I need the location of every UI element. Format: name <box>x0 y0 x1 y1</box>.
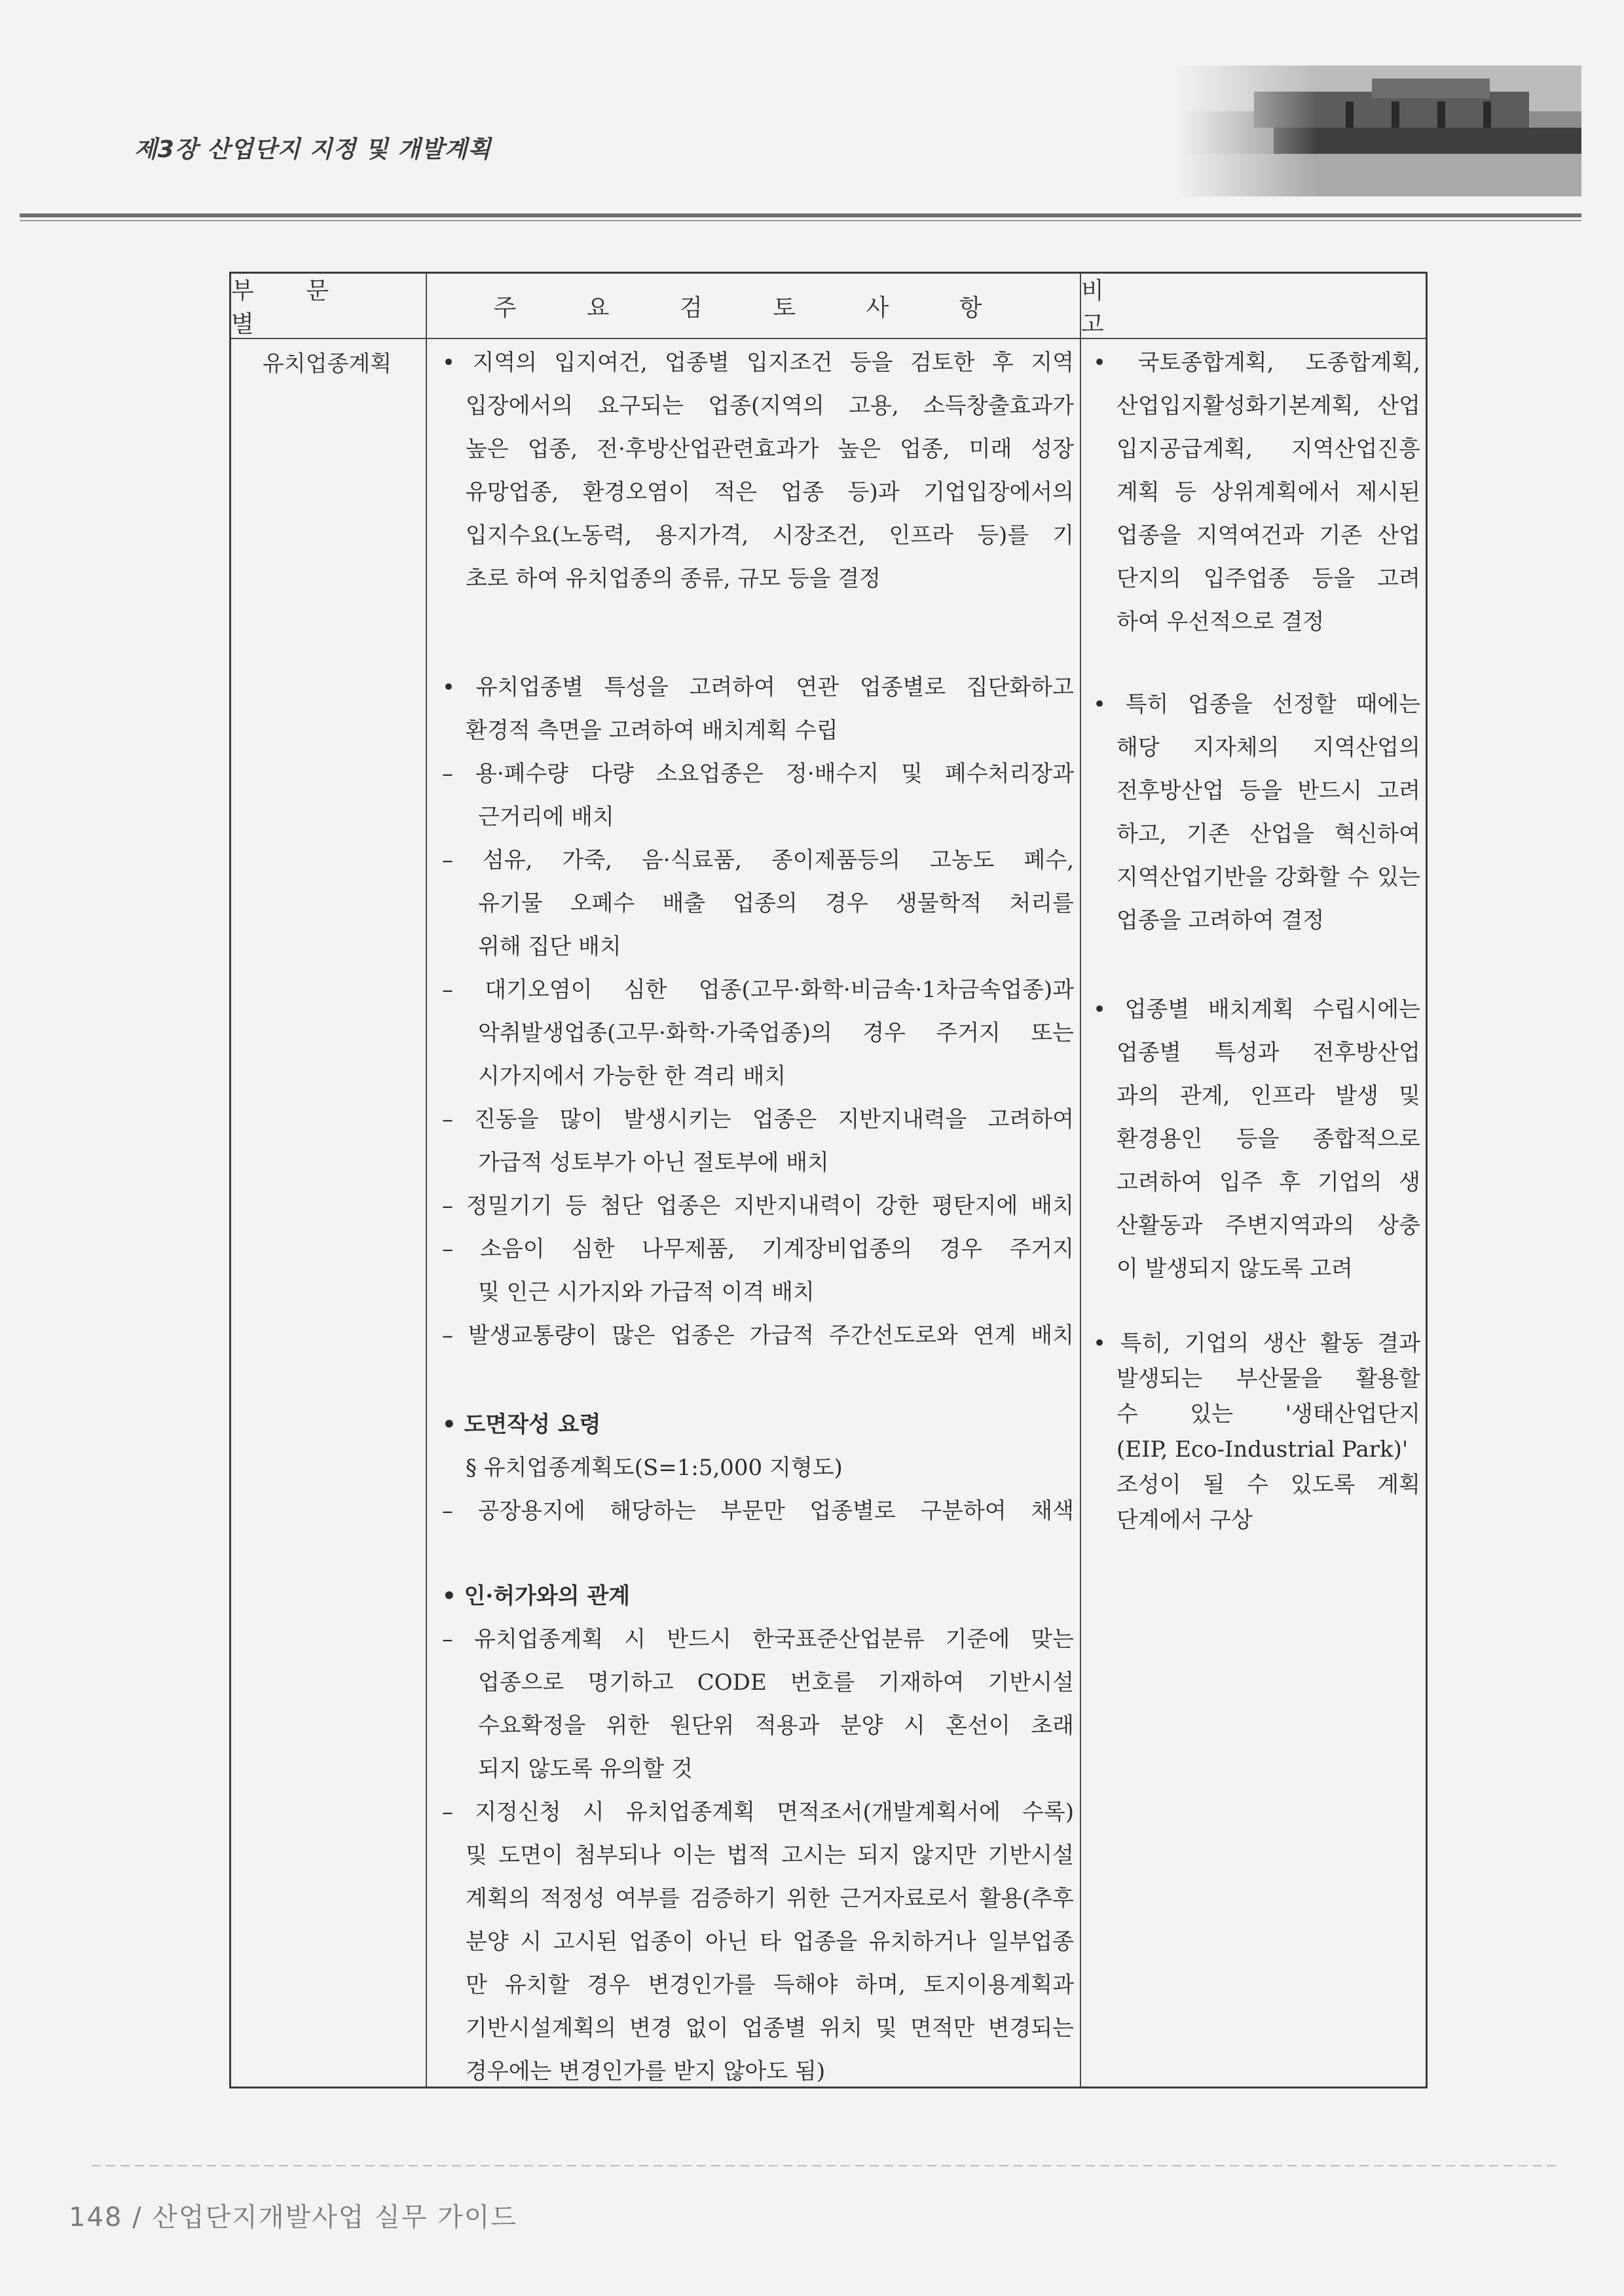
text-line: 유망업종, 환경오염이 적은 업종 등)과 기업입장에서의 <box>466 479 1074 505</box>
text-line: 분양 시 고시된 업종이 아닌 타 업종을 유치하거나 일부업종 <box>466 1929 1074 1955</box>
note-line: 하여 우선적으로 결정 <box>1116 609 1325 635</box>
text-line: – 발생교통량이 많은 업종은 가급적 주간선도로와 연계 배치 <box>442 1322 1074 1349</box>
note-line: (EIP, Eco-Industrial Park)' <box>1116 1436 1409 1463</box>
note-line: 업종별 특성과 전후방산업 <box>1116 1040 1420 1066</box>
note-line: • 국토종합계획, 도종합계획, <box>1093 350 1420 376</box>
text-line: 위해 집단 배치 <box>478 934 621 960</box>
text-line: 만 유치할 경우 변경인가를 득해야 하며, 토지이용계획과 <box>466 1972 1074 1998</box>
note-line: • 특히 업종을 선정할 때에는 <box>1093 691 1420 718</box>
text-line: 초로 하여 유치업종의 종류, 규모 등을 결정 <box>466 566 881 592</box>
text-line: – 진동을 많이 발생시키는 업종은 지반지내력을 고려하여 <box>442 1106 1074 1133</box>
text-line: 업종으로 명기하고 CODE 번호를 기재하여 기반시설 <box>478 1669 1074 1696</box>
text-line: 되지 않도록 유의할 것 <box>478 1756 693 1782</box>
note-line: 발생되는 부산물을 활용할 <box>1116 1366 1420 1392</box>
section-heading: • 도면작성 요령 <box>442 1412 601 1438</box>
review-items-column <box>442 341 1074 2093</box>
note-line: 업종을 지역여건과 기존 산업 <box>1116 522 1420 549</box>
text-line: 경우에는 변경인가를 받지 않아도 됨) <box>466 2058 826 2085</box>
header-photo-image <box>1175 65 1581 196</box>
text-line: • 유치업종별 특성을 고려하여 연관 업종별로 집단화하고 <box>442 674 1074 701</box>
category-label: 유치업종계획 <box>263 351 392 377</box>
note-line: • 업종별 배치계획 수립시에는 <box>1093 996 1420 1023</box>
text-line: – 공장용지에 해당하는 부문만 업종별로 구분하여 채색 <box>442 1498 1074 1524</box>
text-line: § 유치업종계획도(S=1:5,000 지형도) <box>466 1455 843 1481</box>
table-divider <box>426 274 427 2086</box>
note-line: • 특히, 기업의 생산 활동 결과 <box>1093 1330 1420 1357</box>
text-line: 환경적 측면을 고려하여 배치계획 수립 <box>466 718 838 744</box>
note-line: 해당 지자체의 지역산업의 <box>1116 735 1420 761</box>
text-line: 입지수요(노동력, 용지가격, 시장조건, 인프라 등)를 기 <box>466 522 1074 549</box>
header-review-items: 주 요 검 토 사 항 <box>493 294 1014 321</box>
note-line: 지역산업기반을 강화할 수 있는 <box>1116 864 1420 890</box>
text-line: 유기물 오폐수 배출 업종의 경우 생물학적 처리를 <box>478 890 1074 917</box>
header-division: 부 문 별 <box>231 278 351 338</box>
text-line: – 유치업종계획 시 반드시 한국표준산업분류 기준에 맞는 <box>442 1626 1074 1652</box>
note-line: 과의 관계, 인프라 발생 및 <box>1116 1083 1420 1109</box>
table-divider <box>1080 274 1081 2086</box>
text-line: 시가지에서 가능한 한 격리 배치 <box>478 1063 786 1089</box>
note-line: 산업입지활성화기본계획, 산업 <box>1116 393 1420 419</box>
note-line: 단계에서 구상 <box>1116 1507 1253 1533</box>
note-line: 이 발생되지 않도록 고려 <box>1116 1256 1353 1282</box>
text-line: 높은 업종, 전·후방산업관련효과가 높은 업종, 미래 성장 <box>466 436 1074 462</box>
text-line: 입장에서의 요구되는 업종(지역의 고용, 소득창출효과가 <box>466 393 1074 419</box>
note-line: 단지의 입주업종 등을 고려 <box>1116 566 1420 592</box>
footer-rule <box>92 2165 1559 2166</box>
note-line: 환경용인 등을 종합적으로 <box>1116 1126 1420 1152</box>
section-heading: • 인·허가와의 관계 <box>442 1583 631 1609</box>
text-line: 악취발생업종(고무·화학·가죽업종)의 경우 주거지 또는 <box>478 1020 1074 1046</box>
note-line: 입지공급계획, 지역산업진흥 <box>1116 436 1420 462</box>
note-line: 산활동과 주변지역과의 상충 <box>1116 1212 1420 1239</box>
note-line: 고려하여 입주 후 기업의 생 <box>1116 1169 1420 1195</box>
text-line: – 정밀기기 등 첨단 업종은 지반지내력이 강한 평탄지에 배치 <box>442 1193 1074 1219</box>
note-line: 계획 등 상위계획에서 제시된 <box>1116 479 1420 505</box>
text-line: 가급적 성토부가 아닌 절토부에 배치 <box>478 1150 829 1176</box>
header-rule <box>20 213 1581 217</box>
text-line: 및 도면이 첨부되나 이는 법적 고시는 되지 않지만 기반시설 <box>466 1842 1074 1868</box>
note-line: 업종을 고려하여 결정 <box>1116 907 1325 934</box>
chapter-title: 제3장 산업단지 지정 및 개발계획 <box>134 136 492 163</box>
text-line: – 대기오염이 심한 업종(고무·화학·비금속·1차금속업종)과 <box>442 977 1074 1003</box>
note-line: 수 있는 '생태산업단지 <box>1116 1401 1420 1427</box>
text-line: 및 인근 시가지와 가급적 이격 배치 <box>478 1279 815 1305</box>
text-line: 근거리에 배치 <box>478 804 614 830</box>
text-line: • 지역의 입지여건, 업종별 입지조건 등을 검토한 후 지역 <box>442 350 1074 376</box>
text-line: 기반시설계획의 변경 없이 업종별 위치 및 면적만 변경되는 <box>466 2015 1074 2041</box>
note-line: 조성이 될 수 있도록 계획 <box>1116 1472 1420 1498</box>
note-line: 전후방산업 등을 반드시 고려 <box>1116 778 1420 804</box>
page-footer: 148 / 산업단지개발사업 실무 가이드 <box>69 2202 518 2232</box>
text-line: – 지정신청 시 유치업종계획 면적조서(개발계획서에 수록) <box>442 1799 1074 1825</box>
note-line: 하고, 기존 산업을 혁신하여 <box>1116 821 1420 847</box>
header-rule-thin <box>20 220 1581 221</box>
text-line: 수요확정을 위한 원단위 적용과 분양 시 혼선이 초래 <box>478 1713 1074 1739</box>
text-line: – 용·폐수량 다량 소요업종은 정·배수지 및 폐수처리장과 <box>442 761 1074 787</box>
review-table <box>229 272 1428 2088</box>
remarks-column <box>1093 341 1420 1538</box>
header-remarks: 비 고 <box>1081 278 1268 338</box>
text-line: – 섬유, 가죽, 음·식료품, 종이제품등의 고농도 폐수, <box>442 847 1074 873</box>
text-line: 계획의 적정성 여부를 검증하기 위한 근거자료로서 활용(추후 <box>466 1886 1074 1912</box>
text-line: – 소음이 심한 나무제품, 기계장비업종의 경우 주거지 <box>442 1236 1074 1262</box>
